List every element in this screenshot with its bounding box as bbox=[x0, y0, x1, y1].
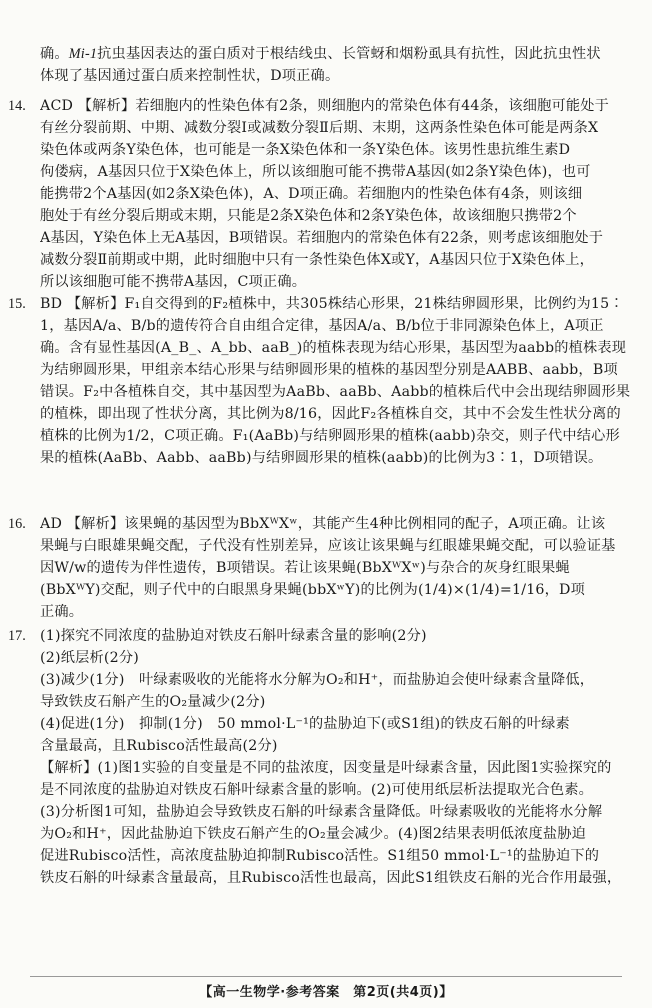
page-footer: 【高一生物学·参考答案 第2页(共4页)】 bbox=[199, 985, 453, 1000]
q16-line: 因W/w的遗传为伴性遗传，B项错误。若让该果蝇(BbXᵂXʷ)与杂合的灰身红眼果蝇 bbox=[40, 560, 570, 576]
q15-line: 果的植株(AaBb、Aabb、aaBb)与结卵圆形果的植株(aabb)的比例为3∶1，D项错误。 bbox=[40, 450, 603, 466]
q15-line: 确。含有显性基因(A_B_、A_bb、aaB_)的植株表现为结心形果，基因型为aabb的植株表现 bbox=[40, 340, 627, 356]
q17-analysis-line: 【解析】(1)图1实验的自变量是不同的盐浓度，因变量是叶绿素含量，因此图1实验探究的 bbox=[40, 760, 612, 776]
q14-line: 佝偻病，A基因只位于X染色体上，所以该细胞可能不携带A基因(如2条Y染色体)，也可 bbox=[40, 164, 591, 180]
gene-name: Mi-1 bbox=[68, 46, 98, 62]
q14-line: A基因，Y染色体上无A基因，B项错误。若细胞内的常染色体有22条，则考虑该细胞处于 bbox=[40, 230, 604, 246]
q16-line: (BbXᵂY)交配，则子代中的白眼黑身果蝇(bbXʷY)的比例为(1/4)×(1/4)=1/16，D项 bbox=[40, 582, 586, 598]
question-number-16: 16. bbox=[8, 516, 26, 532]
q15-line: 为结卵圆形果，甲组亲本结心形果与结卵圆形果的植株的基因型分别是AABB、aabb，B项 bbox=[40, 362, 618, 378]
q17-analysis-line: 铁皮石斛的叶绿素含量最高，且Rubisco活性也最高，因此S1组铁皮石斛的光合作用最强， bbox=[40, 870, 622, 886]
q15-line: BD 【解析】F₁自交得到的F₂植株中，共305株结心形果，21株结卵圆形果，比例约为15∶ bbox=[40, 296, 624, 312]
q17-answer-line: (4)促进(1分) 抑制(1分) 50 mmol·L⁻¹的盐胁迫下(或S1组)的铁皮石斛的叶绿素 bbox=[40, 716, 570, 732]
q17-analysis-line: 为O₂和H⁺，因此盐胁迫下铁皮石斛产生的O₂量会减少。(4)图2结果表明低浓度盐胁迫 bbox=[40, 826, 587, 842]
q15-line: 错误。F₂中各植株自交，其中基因型为AaBb、aaBb、Aabb的植株后代中会出现结卵圆形果 bbox=[40, 384, 631, 400]
footer-divider bbox=[30, 976, 622, 977]
q16-line: 果蝇与白眼雄果蝇交配，子代没有性别差异，应该让该果蝇与红眼雄果蝇交配，可以验证基 bbox=[40, 538, 616, 554]
q13-text: 抗虫基因表达的蛋白质对于根结线虫、长管蚜和烟粉虱具有抗性，因此抗虫性状 bbox=[97, 46, 601, 62]
q14-line: 胞处于有丝分裂后期或末期，只能是2条X染色体和2条Y染色体，故该细胞只携带2个 bbox=[40, 208, 577, 224]
q15-line: 植株的比例为1/2，C项正确。F₁(AaBb)与结卵圆形果的植株(aabb)杂交，则子代中结心形 bbox=[40, 428, 620, 444]
q16-line: AD 【解析】该果蝇的基因型为BbXᵂXʷ，其能产生4种比例相同的配子，A项正确。让该 bbox=[40, 516, 606, 532]
q13-continuation-line-1 bbox=[40, 44, 634, 64]
q14-line: 有丝分裂前期、中期、减数分裂Ⅰ或减数分裂Ⅱ后期、末期，这两条性染色体可能是两条X bbox=[40, 120, 599, 136]
q17-analysis-line: 是不同浓度的盐胁迫对铁皮石斛叶绿素含量的影响。(2)可使用纸层析法提取光合色素。 bbox=[40, 782, 594, 798]
question-number-15: 15. bbox=[8, 296, 26, 312]
q17-analysis-line: 促进Rubisco活性，高浓度盐胁迫抑制Rubisco活性。S1组50 mmol·L⁻¹的盐胁迫下的 bbox=[40, 848, 600, 864]
q14-line: 减数分裂Ⅱ前期或中期，此时细胞中只有一条性染色体X或Y，A基因只位于X染色体上， bbox=[40, 252, 595, 268]
q17-analysis-line: (3)分析图1可知，盐胁迫会导致铁皮石斛的叶绿素含量降低。叶绿素吸收的光能将水分解 bbox=[40, 804, 603, 820]
q17-answer-line: (3)减少(1分) 叶绿素吸收的光能将水分解为O₂和H⁺，而盐胁迫会使叶绿素含量降低， bbox=[40, 672, 595, 688]
q17-answer-line: (1)探究不同浓度的盐胁迫对铁皮石斛叶绿素含量的影响(2分) bbox=[40, 628, 427, 644]
q13-text: 确。 bbox=[40, 46, 69, 62]
q14-line: 所以该细胞可能不携带A基因，C项正确。 bbox=[40, 274, 307, 290]
q13-continuation-line-2: 体现了基因通过蛋白质来控制性状，D项正确。 bbox=[40, 68, 340, 84]
question-number-14: 14. bbox=[8, 98, 26, 114]
q17-answer-line: 导致铁皮石斛产生的O₂量减少(2分) bbox=[40, 694, 266, 710]
q14-line: 染色体或两条Y染色体，也可能是一条X染色体和一条Y染色体。该男性患抗维生素D bbox=[40, 142, 571, 158]
q17-answer-line: (2)纸层析(2分) bbox=[40, 650, 139, 666]
question-number-17: 17. bbox=[8, 628, 26, 644]
q15-line: 1，基因A/a、B/b的遗传符合自由组合定律，基因A/a、B/b位于非同源染色体上，A项正 bbox=[40, 318, 604, 334]
q15-line: 的植株，即出现了性状分离，其比例为8/16，因此F₂各植株自交，其中不会发生性状分离的 bbox=[40, 406, 621, 422]
q14-line: ACD 【解析】若细胞内的性染色体有2条，则细胞内的常染色体有44条，该细胞可能处于 bbox=[40, 98, 610, 114]
q14-line: 能携带2个A基因(如2条X染色体)，A、D项正确。若细胞内的性染色体有4条，则该细 bbox=[40, 186, 583, 202]
q17-answer-line: 含量最高，且Rubisco活性最高(2分) bbox=[40, 738, 278, 754]
q16-line: 正确。 bbox=[40, 604, 84, 620]
